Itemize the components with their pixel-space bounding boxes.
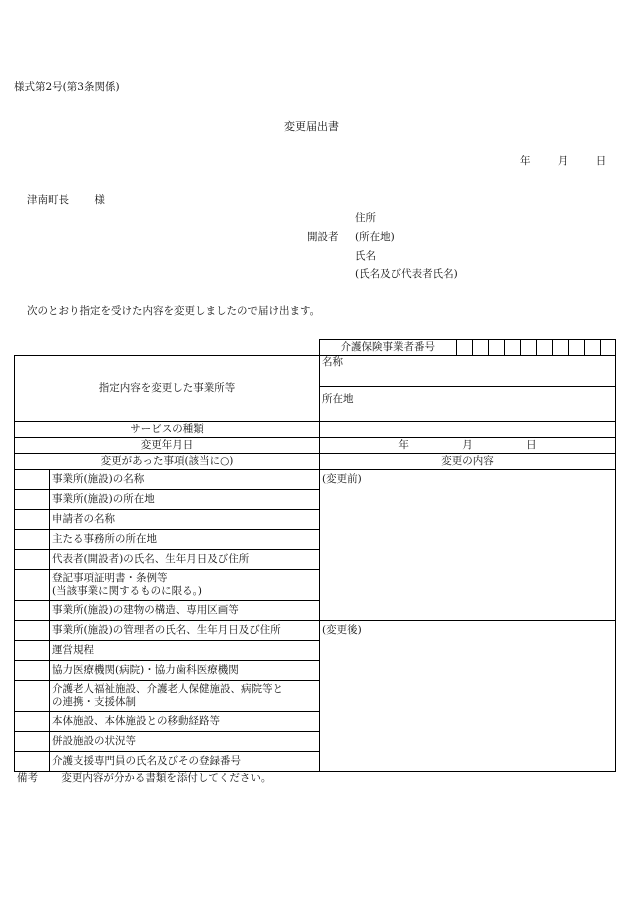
change-item: 事業所(施設)の名称 (50, 470, 320, 490)
remarks (17, 772, 271, 785)
date-year-label: 年 (520, 155, 531, 167)
change-item: 介護支援専門員の氏名及びその登録番号 (50, 752, 320, 772)
provider-number-digit[interactable] (536, 340, 552, 355)
after-label: (変更後) (322, 624, 362, 636)
remarks-label: 備考 (17, 772, 38, 784)
addressee (27, 194, 105, 207)
provider-number-digit[interactable] (552, 340, 568, 355)
change-date-day: 日 (526, 438, 537, 451)
applicant-location-label: (所在地) (355, 231, 395, 243)
item-check-cell[interactable] (15, 661, 50, 681)
item-check-cell[interactable] (15, 681, 50, 712)
change-item: 運営規程 (50, 641, 320, 661)
items-header: 変更があった事項(該当に○) (15, 454, 320, 470)
item-check-cell[interactable] (15, 510, 50, 530)
change-date-field[interactable] (320, 438, 616, 454)
item-check-cell[interactable] (15, 641, 50, 661)
provider-number-digit[interactable] (584, 340, 600, 355)
provider-number-label: 介護保険事業者番号 (340, 340, 435, 353)
provider-number-digit[interactable] (472, 340, 488, 355)
change-item: 併設施設の状況等 (50, 732, 320, 752)
blank-corner (15, 340, 320, 356)
before-content-field[interactable] (320, 470, 616, 621)
change-item-line: 登記事項証明書・条例等 (52, 571, 168, 584)
change-item (50, 681, 320, 712)
provider-number-digit[interactable] (600, 340, 616, 355)
facility-address-field[interactable] (320, 387, 616, 422)
item-check-cell[interactable] (15, 550, 50, 570)
change-item: 事業所(施設)の所在地 (50, 490, 320, 510)
item-check-cell[interactable] (15, 601, 50, 621)
item-check-cell[interactable] (15, 490, 50, 510)
change-item: 事業所(施設)の建物の構造、専用区画等 (50, 601, 320, 621)
content-header: 変更の内容 (320, 454, 616, 470)
change-item: 協力医療機関(病院)・協力歯科医療機関 (50, 661, 320, 681)
applicant-name-label: 氏名 (355, 250, 376, 262)
submission-date (520, 155, 606, 168)
provider-number-cell (320, 340, 616, 356)
applicant-address-label: 住所 (355, 212, 376, 224)
change-item: 主たる事務所の所在地 (50, 530, 320, 550)
after-content-field[interactable] (320, 621, 616, 772)
provider-number-digit[interactable] (520, 340, 536, 355)
item-check-cell[interactable] (15, 470, 50, 490)
applicant-role-label: 開設者 (307, 231, 339, 243)
change-form-table (14, 339, 616, 772)
facility-name-field[interactable] (320, 356, 616, 387)
item-check-cell[interactable] (15, 712, 50, 732)
item-check-cell[interactable] (15, 732, 50, 752)
facility-name-label: 名称 (322, 356, 343, 368)
change-item-line: 介護老人福祉施設、介護老人保健施設、病院等と (52, 682, 283, 695)
change-item (50, 570, 320, 601)
form-number: 様式第2号(第3条関係) (14, 81, 120, 93)
item-check-cell[interactable] (15, 621, 50, 641)
provider-number-digit[interactable] (488, 340, 504, 355)
provider-number-digit[interactable] (504, 340, 520, 355)
change-item: 本体施設、本体施設との移動経路等 (50, 712, 320, 732)
change-date-year: 年 (398, 438, 409, 451)
item-check-cell[interactable] (15, 530, 50, 550)
applicant-rep-label: (氏名及び代表者氏名) (355, 268, 458, 280)
change-item-line: の連携・支援体制 (52, 696, 136, 708)
change-date-label: 変更年月日 (15, 438, 320, 454)
change-item-line: (当該事業に関するものに限る。) (52, 585, 202, 597)
page-title: 変更届出書 (284, 120, 339, 133)
date-day-label: 日 (595, 155, 607, 167)
facility-label: 指定内容を変更した事業所等 (15, 356, 320, 422)
before-label: (変更前) (322, 473, 362, 485)
change-date-month: 月 (462, 438, 473, 451)
provider-number-grid (320, 340, 616, 355)
item-check-cell[interactable] (15, 570, 50, 601)
change-item: 申請者の名称 (50, 510, 320, 530)
change-item: 代表者(開設者)の氏名、生年月日及び住所 (50, 550, 320, 570)
service-type-field[interactable] (320, 422, 616, 438)
date-month-label: 月 (557, 155, 569, 167)
provider-number-digit[interactable] (456, 340, 472, 355)
facility-address-label: 所在地 (322, 393, 354, 405)
item-check-cell[interactable] (15, 752, 50, 772)
addressee-name: 津南町長 (27, 194, 69, 206)
change-item: 事業所(施設)の管理者の氏名、生年月日及び住所 (50, 621, 320, 641)
remarks-text: 変更内容が分かる書類を添付してください。 (61, 772, 272, 784)
addressee-suffix: 様 (94, 194, 105, 206)
service-type-label: サービスの種類 (15, 422, 320, 438)
provider-number-digit[interactable] (568, 340, 584, 355)
intro-text: 次のとおり指定を受けた内容を変更しましたので届け出ます。 (27, 305, 321, 317)
